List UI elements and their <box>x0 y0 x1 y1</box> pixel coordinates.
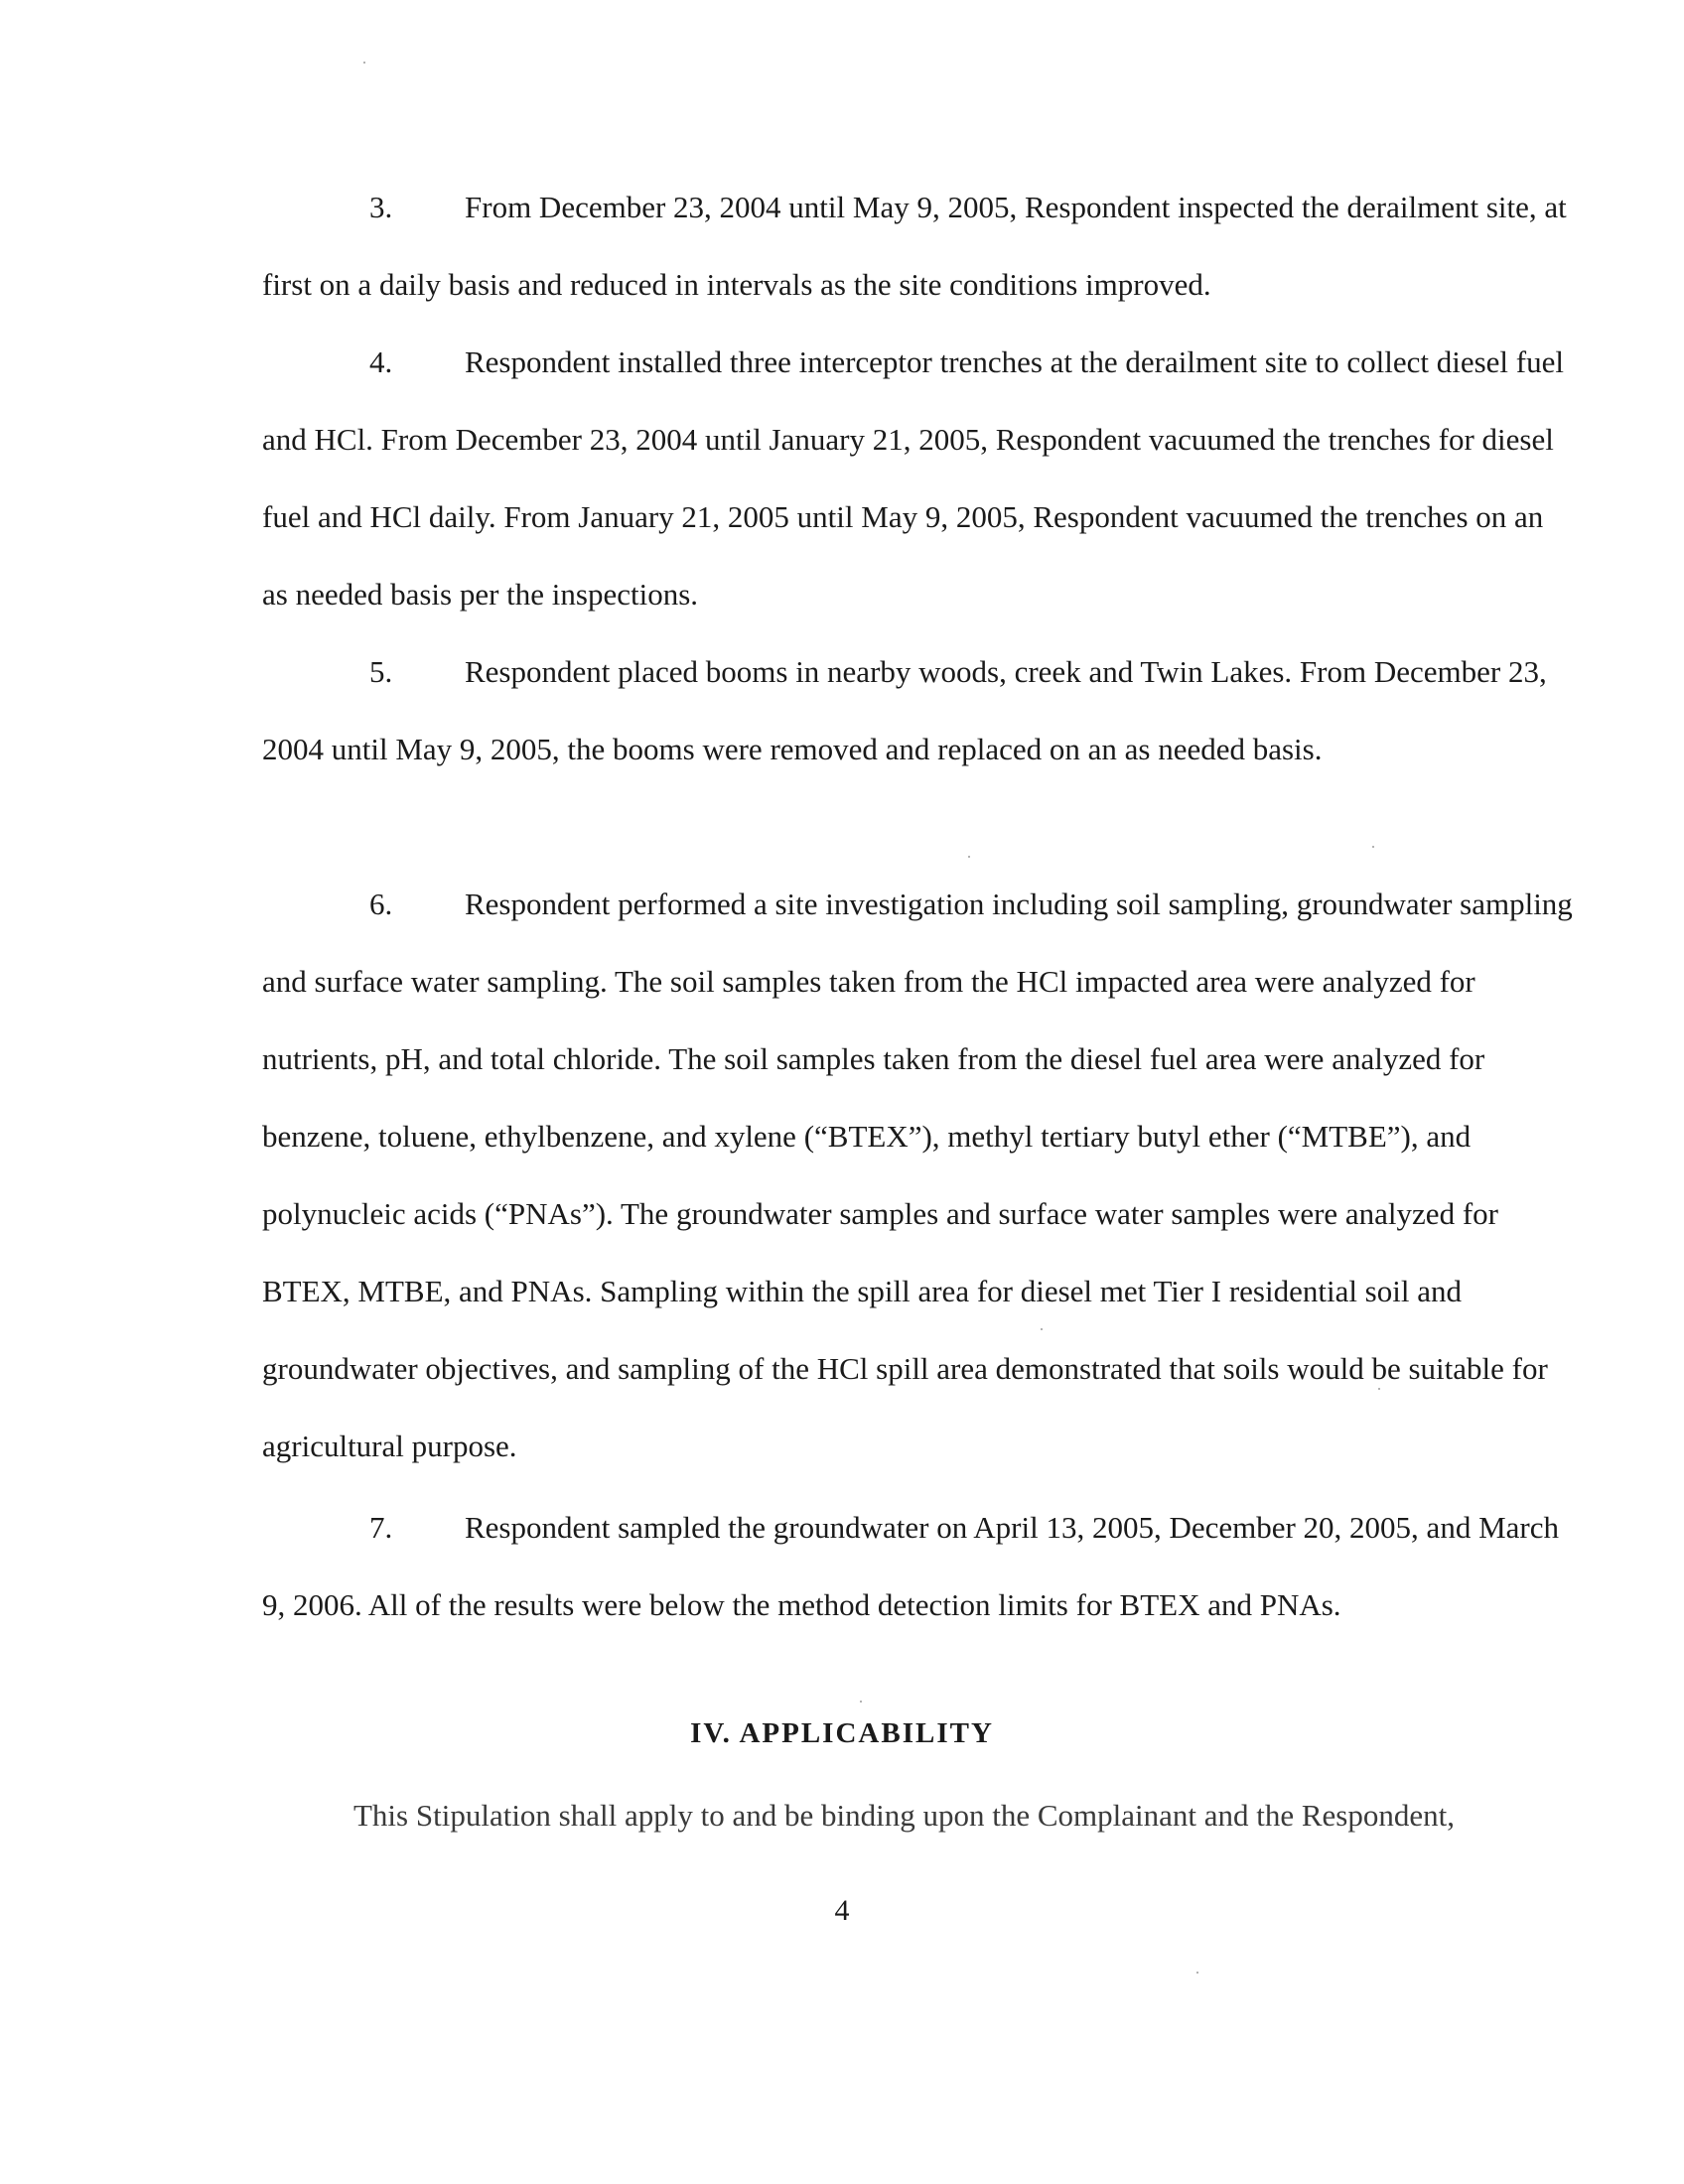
paragraph-text: Respondent performed a site investigation including soil sampling, groundwater sampling and surface water sampling. The soil samples taken from the HCl impacted area were analyzed for nutrients, pH, and total chloride. The soil samples taken from the diesel fuel area were analyzed for benzene, toluene, ethylbenzene, and xylene (“BTEX”), methyl tertiary butyl ether (“MTBE”), and polynucleic acids (“PNAs”). The groundwater samples and surface water samples were analyzed for BTEX, MTBE, and PNAs. Sampling within the spill area for diesel met Tier I residential soil and groundwater objectives, and sampling of the HCl spill area demonstrated that soils would be suitable for agricultural purpose. <box>262 887 1573 1463</box>
paragraph-7 <box>262 1489 1573 1644</box>
section-heading: IV. APPLICABILITY <box>690 1717 994 1749</box>
scan-speck <box>860 1701 862 1703</box>
scan-speck <box>1196 1972 1198 1974</box>
paragraph-6 <box>262 866 1573 1485</box>
paragraph-number: 3. <box>369 190 393 224</box>
paragraph-text: From December 23, 2004 until May 9, 2005, Respondent inspected the derailment site, at first on a daily basis and reduced in intervals as the site conditions improved. <box>262 190 1567 302</box>
paragraph-text: Respondent placed booms in nearby woods, creek and Twin Lakes. From December 23, 2004 until May 9, 2005, the booms were removed and replaced on an as needed basis. <box>262 654 1547 766</box>
scan-speck <box>968 856 970 858</box>
scan-speck <box>1372 846 1374 848</box>
paragraph-number: 5. <box>369 654 393 689</box>
paragraph-4 <box>262 324 1573 633</box>
applicability-paragraph: This Stipulation shall apply to and be binding upon the Complainant and the Respondent, <box>353 1798 1455 1833</box>
paragraph-number: 6. <box>369 887 393 921</box>
paragraph-number: 7. <box>369 1510 393 1545</box>
paragraph-5 <box>262 633 1573 788</box>
paragraph-3 <box>262 169 1573 324</box>
page-number: 4 <box>834 1894 850 1927</box>
paragraph-number: 4. <box>369 344 393 379</box>
paragraph-text: Respondent sampled the groundwater on April 13, 2005, December 20, 2005, and March 9, 2006. All of the results were below the method detection limits for BTEX and PNAs. <box>262 1510 1559 1622</box>
paragraph-text: Respondent installed three interceptor trenches at the derailment site to collect diesel fuel and HCl. From December 23, 2004 until January 21, 2005, Respondent vacuumed the trenches for diesel fuel and HCl daily. From January 21, 2005 until May 9, 2005, Respondent vacuumed the trenches on an as needed basis per the inspections. <box>262 344 1564 612</box>
scan-speck <box>363 62 365 64</box>
scan-speck <box>1041 1328 1043 1330</box>
scan-speck <box>1378 1388 1380 1390</box>
